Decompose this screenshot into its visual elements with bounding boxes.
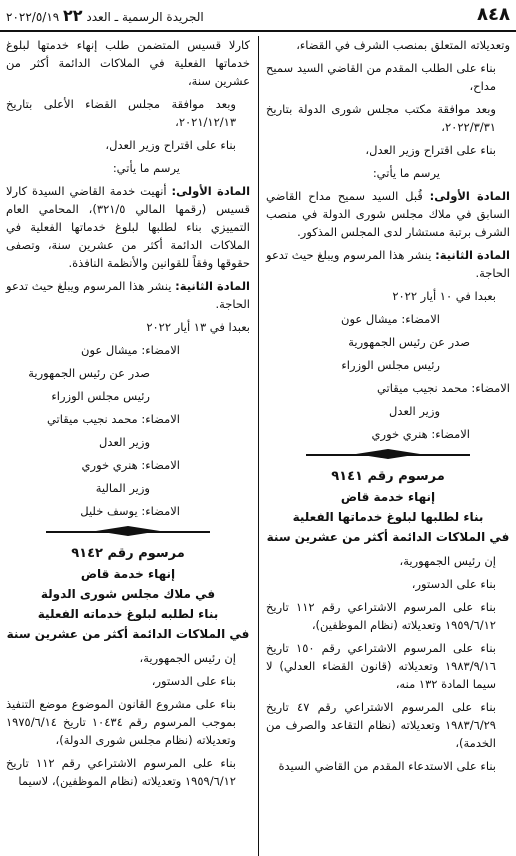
date-line: بعبدا في ١٣ أيار ٢٠٢٢ (146, 320, 250, 334)
title-line: رئيس مجلس الوزراء (51, 389, 150, 403)
decree-formula: يرسم ما يأتي: (112, 161, 180, 175)
paragraph: بناء على المرسوم الاشتراعي رقم ٤٧ تاريخ ١٩٨٣/٦/٢٩ وتعديلاته (نظام التقاعد والصرف من الخدمة)، (266, 700, 496, 750)
journal-header (6, 6, 204, 25)
decree-subtitle: إنهاء خدمة قاض (340, 490, 436, 504)
article-label: المادة الثانية: (435, 248, 510, 262)
title-line: وزير العدل (99, 435, 150, 449)
paragraph: بناء على الاستدعاء المقدم من القاضي السيدة (278, 759, 496, 773)
issued-by: صدر عن رئيس الجمهورية (348, 335, 470, 349)
signature: الامضاء: ميشال عون (341, 312, 440, 326)
article-label: المادة الأولى: (429, 189, 510, 203)
title-line: وزير العدل (389, 404, 440, 418)
section-separator (6, 525, 250, 539)
article-label: المادة الأولى: (171, 184, 251, 198)
article-2 (6, 277, 250, 313)
decree-formula: يرسم ما يأتي: (372, 166, 440, 180)
title-line: رئيس مجلس الوزراء (341, 358, 440, 372)
signature: الامضاء: ميشال عون (81, 343, 180, 357)
article-label: المادة الثانية: (175, 279, 250, 293)
signature: الامضاء: محمد نجيب ميقاتي (46, 412, 180, 426)
issue-date: ٢٠٢٢/٥/١٩ (6, 10, 60, 24)
paragraph: بناء على الدستور، (411, 577, 496, 591)
issued-by: صدر عن رئيس الجمهورية (28, 366, 150, 380)
issue-number: ٢٢ (63, 6, 83, 25)
paragraph: بناء على الدستور، (151, 674, 236, 688)
left-column (6, 36, 250, 795)
signature: الامضاء: محمد نجيب ميقاتي (376, 381, 510, 395)
right-column (266, 36, 510, 780)
article-text: ينشر هذا المرسوم ويبلغ حيث تدعو الحاجة. (6, 279, 250, 311)
page-header (0, 0, 516, 32)
decree-subtitle: في ملاك مجلس شورى الدولة (40, 587, 216, 601)
decree-subtitle: إنهاء خدمة قاض (80, 567, 176, 581)
title-line: وزير المالية (95, 481, 150, 495)
paragraph: بناء على اقتراح وزير العدل، (365, 143, 496, 157)
paragraph: إن رئيس الجمهورية، (139, 651, 236, 665)
paragraph: بناء على المرسوم الاشتراعي رقم ١٥٠ تاريخ ١٩٨٣/٩/١٦ وتعديلاته (قانون القضاء العدلي) لا سيما المادة ١٣٢ منه، (266, 641, 496, 691)
section-separator (266, 448, 510, 462)
decree-title: مرسوم رقم ٩١٤٢ (71, 546, 185, 561)
decree-subtitle: في الملاكات الدائمة أكثر من عشرين سنة (266, 530, 510, 544)
article-text: أنهيت خدمة القاضي السيدة كارلا قسيس (رقمها المالي ٣٢١/٥)، المحامي العام التمييزي بناء لطلبها لبلوغ خدماتها الفعلية في الملاكات الدائمة أكثر من عشرين سنة، وتصفى حقوقها وفقاً للقوانين والأنظمة النافذة. (6, 184, 250, 270)
article-1 (266, 187, 510, 241)
page-number: ٨٤٨ (477, 4, 510, 25)
paragraph: بناء على مشروع القانون الموضوع موضع التنفيذ بموجب المرسوم رقم ١٠٤٣٤ تاريخ ١٩٧٥/٦/١٤ وتعديلاته (نظام مجلس شورى الدولة)، (6, 697, 236, 747)
signature: الامضاء: يوسف خليل (80, 504, 180, 518)
paragraph: إن رئيس الجمهورية، (399, 554, 496, 568)
decree-subtitle: بناء لطلبها لبلوغ خدماتها الفعلية (292, 510, 484, 524)
paragraph: وبعد موافقة مجلس القضاء الأعلى بتاريخ ٢٠٢١/١٢/١٣، (6, 97, 236, 129)
column-divider (258, 36, 259, 856)
paragraph: بناء على المرسوم الاشتراعي رقم ١١٢ تاريخ ١٩٥٩/٦/١٢ وتعديلاته (نظام الموظفين)، (266, 600, 496, 632)
article-2 (266, 246, 510, 282)
article-1 (6, 182, 250, 272)
article-text: ينشر هذا المرسوم ويبلغ حيث تدعو الحاجة. (266, 248, 510, 280)
decree-title: مرسوم رقم ٩١٤١ (331, 469, 445, 484)
paragraph: وتعديلاته المتعلق بمنصب الشرف في القضاء، (296, 38, 510, 52)
paragraph: كارلا قسيس المتضمن طلب إنهاء خدمتها لبلوغ خدماتها الفعلية في الملاكات الدائمة أكثر من عشرين سنة، (6, 38, 250, 88)
decree-subtitle: بناء لطلبه لبلوغ خدماته الفعلية (37, 607, 219, 621)
paragraph: وبعد موافقة مكتب مجلس شورى الدولة بتاريخ ٢٠٢٢/٣/٣١، (266, 102, 496, 134)
date-line: بعبدا في ١٠ أيار ٢٠٢٢ (392, 289, 496, 303)
paragraph: بناء على المرسوم الاشتراعي رقم ١١٢ تاريخ ١٩٥٩/٦/١٢ وتعديلاته (نظام الموظفين)، لاسيما (6, 756, 236, 788)
signature: الامضاء: هنري خوري (81, 458, 180, 472)
paragraph: بناء على الطلب المقدم من القاضي السيد سميح مداح، (266, 61, 496, 93)
paragraph: بناء على اقتراح وزير العدل، (105, 138, 236, 152)
decree-subtitle: في الملاكات الدائمة أكثر من عشرين سنة (6, 627, 250, 641)
journal-title: الجريدة الرسمية ـ العدد (86, 10, 204, 24)
signature: الامضاء: هنري خوري (371, 427, 470, 441)
article-text: قُبل السيد سميح مداح القاضي السابق في ملاك مجلس شورى الدولة في منصب الشرف برتبة مستشار لدى المجلس المذكور. (266, 189, 510, 239)
